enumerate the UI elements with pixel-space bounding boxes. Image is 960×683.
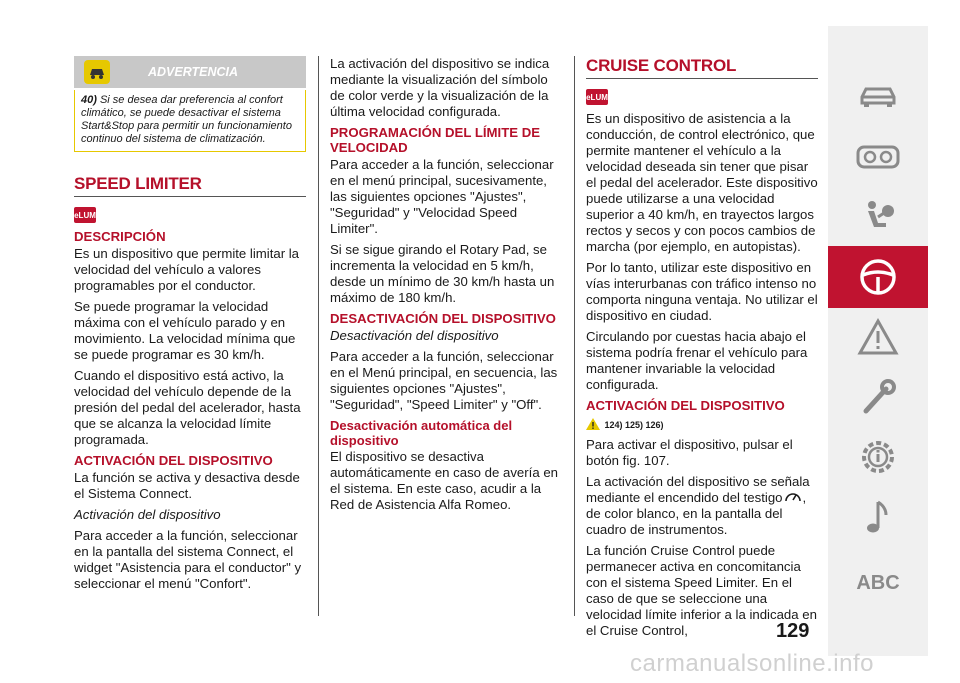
steering-wheel-icon (856, 257, 900, 297)
paragraph: Circulando por cuestas hacia abajo el sistema podría frenar el vehículo para mantener invariable la velocidad configurada. (586, 329, 808, 392)
warning-box (74, 90, 306, 152)
paragraph: La activación del dispositivo se señala mediante el encendido del testigo , de color blanco, en la pantalla del cuadro de instrumentos. (586, 474, 810, 537)
chapter-sidebar (828, 26, 928, 656)
watermark: carmanualsonline.info (630, 650, 874, 677)
paragraph: Es un dispositivo que permite limitar la velocidad del vehículo a valores programables por el conductor. (74, 246, 300, 293)
activation-heading: ACTIVACIÓN DEL DISPOSITIVO (586, 398, 785, 413)
paragraph: Si se sigue girando el Rotary Pad, se incrementa la velocidad en 5 km/h, desde un mínimo de 30 km/h hasta un máximo de 180 km/h. (330, 242, 555, 305)
column-1 (74, 56, 306, 597)
paragraph: Para acceder a la función, seleccionar en el Menú principal, en secuencia, las siguientes opciones "Ajustes", "Seguridad", "Speed Limiter" y "Off". (330, 349, 558, 412)
column-divider (574, 56, 575, 616)
subheading-italic: Desactivación del dispositivo (330, 328, 499, 343)
deactivation-heading: DESACTIVACIÓN DEL DISPOSITIVO (330, 311, 556, 326)
sidebar-item-driving[interactable] (828, 246, 928, 308)
subheading-italic: Activación del dispositivo (74, 507, 221, 522)
paragraph: Para acceder a la función, seleccionar en el menú principal, sucesivamente, las siguientes opciones "Ajustes", "Seguridad" y "Velocidad Speed Limiter". (330, 157, 554, 236)
cruise-control-title: CRUISE CONTROL (586, 56, 737, 75)
sidebar-item-safety[interactable] (828, 186, 928, 248)
music-note-icon (856, 497, 900, 537)
speed-limiter-title: SPEED LIMITER (74, 174, 202, 193)
sidebar-item-multimedia[interactable] (828, 486, 928, 548)
paragraph: El dispositivo se desactiva automáticamente en caso de avería en el sistema. En este caso, acudir a la Red de Asistencia Alfa Romeo. (330, 449, 558, 512)
warning-car-icon (84, 60, 110, 84)
wrench-icon (856, 377, 900, 417)
paragraph: Para acceder a la función, seleccionar en la pantalla del sistema Connect, el widget "Asistencia para el conductor" y seleccionar el menú "Confort". (74, 528, 302, 591)
programming-heading: PROGRAMACIÓN DEL LÍMITE DE VELOCIDAD (330, 125, 541, 155)
dashboard-gauges-icon (856, 137, 900, 177)
column-divider (318, 56, 319, 616)
paragraph: La función Cruise Control puede permanecer activa en concomitancia con el sistema Speed Limiter. En el caso de que se seleccione una velocidad límite inferior a la indicada en el Cruise Control, (586, 543, 817, 638)
activation-heading: ACTIVACIÓN DEL DISPOSITIVO (74, 453, 273, 468)
warning-text: Si se desea dar preferencia al confort climático, se puede desactivar el sistema Start&Stop para permitir un funcionamiento continuo del sistema de climatización. (81, 94, 292, 145)
sidebar-item-technical[interactable] (828, 426, 928, 488)
warning-number: 40) (81, 94, 97, 106)
car-icon (856, 77, 900, 117)
paragraph: Para activar el dispositivo, pulsar el botón fig. 107. (586, 437, 793, 468)
paragraph: Cuando el dispositivo está activo, la velocidad del vehículo depende de la presión del pedal del acelerador, hasta que se alcanza la velocidad límite programada. (74, 368, 301, 447)
sidebar-item-index[interactable] (828, 552, 928, 614)
sidebar-item-dashboard[interactable] (828, 126, 928, 188)
page-number: 129 (776, 620, 810, 642)
references: 124) 125) 126) (604, 420, 664, 430)
warning-title: ADVERTENCIA (148, 65, 239, 79)
gear-info-icon (856, 437, 900, 477)
paragraph: Por lo tanto, utilizar este dispositivo en vías interurbanas con tráfico intenso no comporta ninguna ventaja. No utilizar el dispositivo en ciudad. (586, 260, 818, 323)
paragraph: Es un dispositivo de asistencia a la conducción, de control electrónico, que permite mantener el vehículo a la velocidad deseada sin tener que pisar el pedal del acelerador. Este dispositivo puede utilizarse a una velocidad superior a 40 km/h, en trayectos largos rectos y secos y con pocos cambios de marcha (por ejemplo, en autopistas). (586, 111, 818, 254)
elum-badge: eLUM (74, 207, 96, 223)
sidebar-item-maintenance[interactable] (828, 366, 928, 428)
paragraph: La función se activa y desactiva desde el Sistema Connect. (74, 470, 300, 501)
sidebar-item-emergency[interactable] (828, 306, 928, 368)
sidebar-item-car[interactable] (828, 66, 928, 128)
airbag-person-icon (856, 197, 900, 237)
warning-triangle-icon (856, 317, 900, 357)
description-heading: DESCRIPCIÓN (74, 229, 166, 244)
speedometer-icon (784, 490, 802, 503)
auto-deactivation-heading: Desactivación automática del dispositivo (330, 418, 513, 448)
warning-header (74, 56, 306, 88)
paragraph: La activación del dispositivo se indica mediante la visualización del símbolo de color verde y la visualización de la última velocidad configurada. (330, 56, 550, 119)
column-3 (586, 56, 818, 644)
elum-badge: eLUM (586, 89, 608, 105)
abc-icon: ABC (856, 571, 900, 594)
paragraph: Se puede programar la velocidad máxima con el vehículo parado y en movimiento. La velocidad mínima que se puede programar es 30 km/h. (74, 299, 296, 362)
column-2 (330, 56, 562, 518)
warning-small-icon (586, 418, 600, 430)
